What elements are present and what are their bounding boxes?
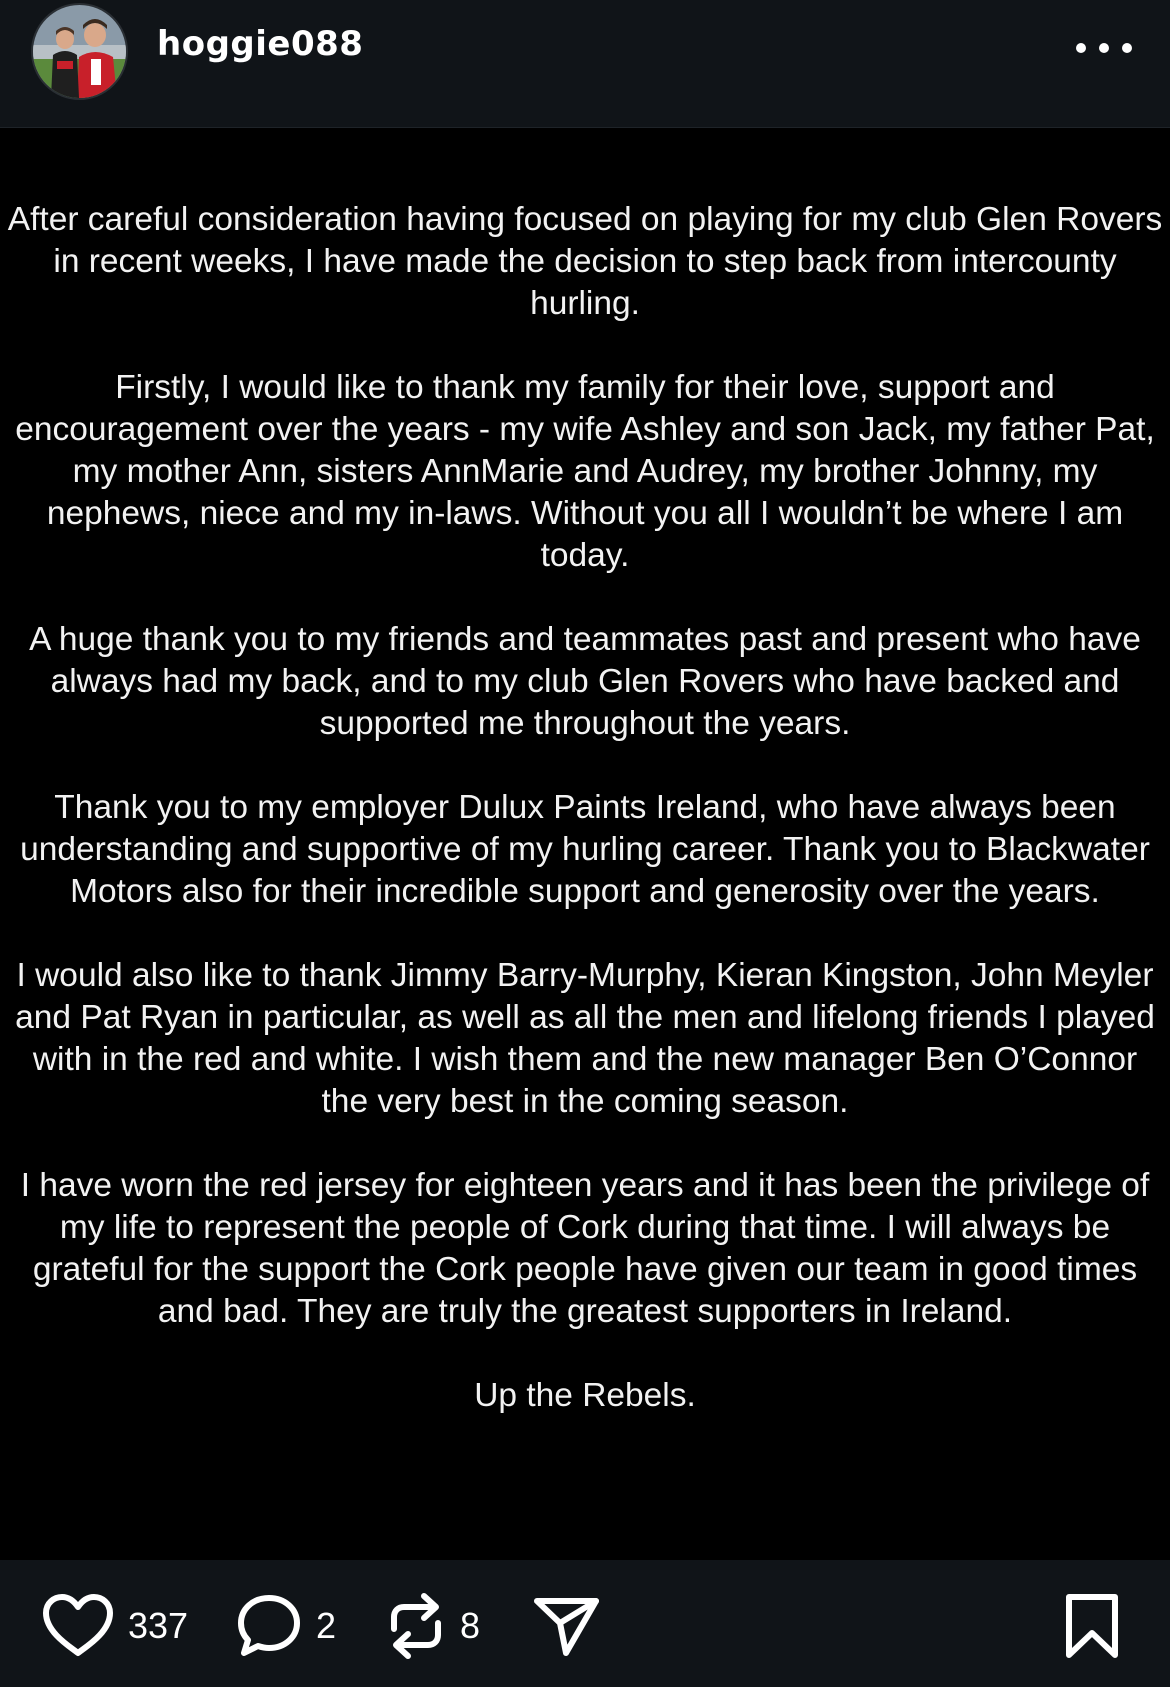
repost-icon [386, 1591, 446, 1661]
avatar[interactable] [31, 3, 128, 100]
paragraph: I would also like to thank Jimmy Barry-Murphy, Kieran Kingston, John Meyler and Pat Ryan in particular, as well as all the men and lifelong friends I played with in the red and white. I wish them and the new manager Ben O’Connor the very best in the coming season. [15, 957, 1155, 1120]
paragraph: After careful consideration having focused on playing for my club Glen Rovers in recent weeks, I have made the decision to step back from intercounty hurling. [7, 201, 1163, 322]
send-icon [532, 1593, 602, 1659]
heart-icon [42, 1593, 114, 1659]
paragraph: A huge thank you to my friends and teammates past and present who have always had my back, and to my club Glen Rovers who have backed and supported me throughout the years. [29, 621, 1141, 742]
avatar-photo [33, 5, 126, 98]
statement-text [0, 199, 1170, 1459]
username[interactable]: hoggie088 [157, 24, 364, 64]
like-button[interactable] [42, 1588, 188, 1664]
more-horizontal-icon [1076, 43, 1086, 53]
paragraph: I have worn the red jersey for eighteen years and it has been the privilege of my life to represent the people of Cork during that time. I will always be grateful for the support the Cork people have given our team in good times and bad. They are truly the greatest supporters in Ireland. [20, 1167, 1150, 1330]
paragraph-signoff: Up the Rebels. [474, 1377, 696, 1414]
repost-count: 8 [460, 1605, 481, 1646]
action-bar [0, 1560, 1170, 1687]
bookmark-icon [1062, 1593, 1122, 1659]
post-header [0, 0, 1170, 128]
bookmark-button[interactable] [1062, 1588, 1122, 1664]
like-count: 337 [128, 1605, 189, 1646]
paragraph: Firstly, I would like to thank my family for their love, support and encouragement over the years - my wife Ashley and son Jack, my father Pat, my mother Ann, sisters AnnMarie and Audrey, my brother Johnny, my nephews, niece and my in-laws. Without you all I wouldn’t be where I am today. [15, 369, 1155, 574]
repost-button[interactable] [386, 1588, 480, 1664]
paragraph: Thank you to my employer Dulux Paints Ireland, who have always been understanding and supportive of my hurling career. Thank you to Blackwater Motors also for their incredible support and generosity over the years. [20, 789, 1150, 910]
comment-count: 2 [316, 1605, 337, 1646]
post-image [0, 128, 1170, 1560]
comment-icon [236, 1593, 302, 1659]
more-options-button[interactable] [1076, 30, 1132, 66]
share-button[interactable] [532, 1588, 602, 1664]
comment-button[interactable] [236, 1588, 336, 1664]
